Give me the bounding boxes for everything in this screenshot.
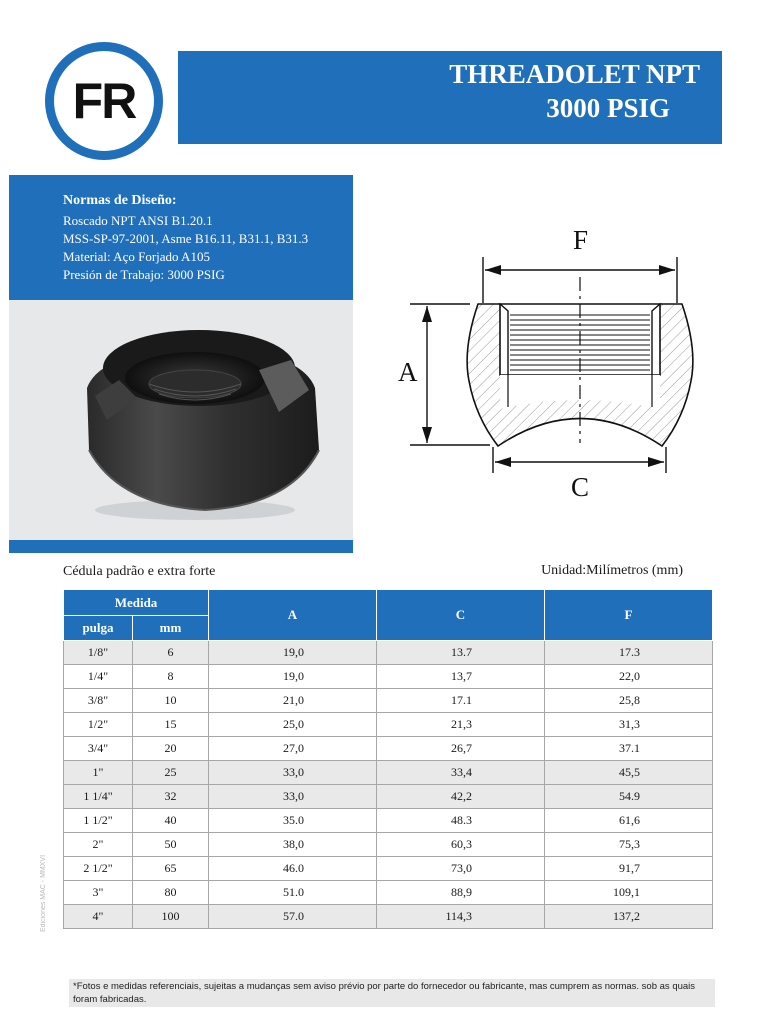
pressure-line: Presión de Trabajo: 3000 PSIG bbox=[63, 267, 225, 282]
cell-mm: 25 bbox=[133, 761, 209, 785]
header-a: A bbox=[209, 590, 377, 641]
cell-mm: 20 bbox=[133, 737, 209, 761]
cell-f: 25,8 bbox=[545, 689, 713, 713]
cell-f: 109,1 bbox=[545, 881, 713, 905]
cell-pulga: 1/8" bbox=[64, 641, 133, 665]
cell-c: 33,4 bbox=[377, 761, 545, 785]
cell-c: 42,2 bbox=[377, 785, 545, 809]
design-standards-box bbox=[9, 175, 353, 300]
cell-a: 21,0 bbox=[209, 689, 377, 713]
cell-a: 25,0 bbox=[209, 713, 377, 737]
header-mm: mm bbox=[133, 616, 209, 641]
technical-drawing bbox=[390, 215, 720, 515]
cell-mm: 100 bbox=[133, 905, 209, 929]
cell-f: 17.3 bbox=[545, 641, 713, 665]
table-row bbox=[64, 857, 713, 881]
cell-a: 27,0 bbox=[209, 737, 377, 761]
dimensions-table bbox=[63, 589, 713, 929]
company-logo bbox=[45, 42, 163, 160]
cell-c: 88,9 bbox=[377, 881, 545, 905]
logo-text: FR bbox=[72, 73, 136, 129]
cell-mm: 15 bbox=[133, 713, 209, 737]
cross-section-diagram bbox=[390, 215, 720, 515]
cell-a: 19,0 bbox=[209, 641, 377, 665]
cell-c: 73,0 bbox=[377, 857, 545, 881]
standards-heading: Normas de Diseño: bbox=[63, 193, 177, 208]
cell-c: 13,7 bbox=[377, 665, 545, 689]
product-photo bbox=[9, 300, 353, 540]
page-subtitle: 3000 PSIG bbox=[546, 93, 670, 123]
cell-f: 61,6 bbox=[545, 809, 713, 833]
table-row bbox=[64, 809, 713, 833]
cell-pulga: 1" bbox=[64, 761, 133, 785]
cell-f: 91,7 bbox=[545, 857, 713, 881]
table-row bbox=[64, 689, 713, 713]
cell-a: 33,0 bbox=[209, 785, 377, 809]
dimension-f-label: F bbox=[573, 225, 589, 255]
cell-a: 38,0 bbox=[209, 833, 377, 857]
header-medida: Medida bbox=[64, 590, 209, 616]
photo-bottom-bar bbox=[9, 540, 353, 553]
cell-c: 114,3 bbox=[377, 905, 545, 929]
cell-mm: 8 bbox=[133, 665, 209, 689]
cell-c: 21,3 bbox=[377, 713, 545, 737]
table-row bbox=[64, 785, 713, 809]
cell-f: 54.9 bbox=[545, 785, 713, 809]
cell-c: 17.1 bbox=[377, 689, 545, 713]
cell-a: 46.0 bbox=[209, 857, 377, 881]
cell-f: 75,3 bbox=[545, 833, 713, 857]
cell-mm: 50 bbox=[133, 833, 209, 857]
cell-c: 48.3 bbox=[377, 809, 545, 833]
table-row bbox=[64, 833, 713, 857]
cell-pulga: 3/4" bbox=[64, 737, 133, 761]
edition-note: Ediciones MAC - MMXVI bbox=[40, 854, 47, 932]
table-row bbox=[64, 881, 713, 905]
cell-a: 57.0 bbox=[209, 905, 377, 929]
threadolet-photo-illustration bbox=[9, 300, 353, 540]
cell-pulga: 3/8" bbox=[64, 689, 133, 713]
table-row bbox=[64, 737, 713, 761]
standard-line: MSS-SP-97-2001, Asme B16.11, B31.1, B31.3 bbox=[63, 231, 309, 246]
cell-a: 35.0 bbox=[209, 809, 377, 833]
cell-mm: 10 bbox=[133, 689, 209, 713]
cell-a: 33,0 bbox=[209, 761, 377, 785]
cell-mm: 32 bbox=[133, 785, 209, 809]
dimension-a-label: A bbox=[398, 357, 418, 387]
header-pulga: pulga bbox=[64, 616, 133, 641]
cell-pulga: 3" bbox=[64, 881, 133, 905]
cell-f: 45,5 bbox=[545, 761, 713, 785]
cell-pulga: 1/2" bbox=[64, 713, 133, 737]
table-body bbox=[64, 641, 713, 929]
material-line: Material: Aço Forjado A105 bbox=[63, 249, 210, 264]
cell-mm: 65 bbox=[133, 857, 209, 881]
unit-caption: Unidad:Milímetros (mm) bbox=[541, 563, 683, 578]
cell-f: 137,2 bbox=[545, 905, 713, 929]
cell-pulga: 1 1/2" bbox=[64, 809, 133, 833]
cell-mm: 6 bbox=[133, 641, 209, 665]
cell-pulga: 1/4" bbox=[64, 665, 133, 689]
cell-mm: 40 bbox=[133, 809, 209, 833]
schedule-caption: Cédula padrão e extra forte bbox=[63, 564, 216, 579]
cell-c: 13.7 bbox=[377, 641, 545, 665]
page-title: THREADOLET NPT bbox=[449, 59, 700, 89]
disclaimer-footnote: *Fotos e medidas referenciais, sujeitas a mudanças sem aviso prévio por parte do fornecedor ou fabricante, mas cumprem as normas. sob as quais foram fabricadas. bbox=[69, 979, 715, 1007]
header-f: F bbox=[545, 590, 713, 641]
table-row bbox=[64, 905, 713, 929]
title-banner bbox=[178, 51, 722, 144]
cell-a: 51.0 bbox=[209, 881, 377, 905]
cell-pulga: 1 1/4" bbox=[64, 785, 133, 809]
cell-f: 37.1 bbox=[545, 737, 713, 761]
dimension-c-label: C bbox=[571, 472, 590, 502]
cell-a: 19,0 bbox=[209, 665, 377, 689]
cell-c: 60,3 bbox=[377, 833, 545, 857]
table-row bbox=[64, 713, 713, 737]
cell-f: 31,3 bbox=[545, 713, 713, 737]
cell-f: 22,0 bbox=[545, 665, 713, 689]
standard-line: Roscado NPT ANSI B1.20.1 bbox=[63, 213, 213, 228]
cell-mm: 80 bbox=[133, 881, 209, 905]
table-row bbox=[64, 761, 713, 785]
table-row bbox=[64, 665, 713, 689]
header-c: C bbox=[377, 590, 545, 641]
cell-pulga: 4" bbox=[64, 905, 133, 929]
cell-pulga: 2 1/2" bbox=[64, 857, 133, 881]
cell-pulga: 2" bbox=[64, 833, 133, 857]
table-row bbox=[64, 641, 713, 665]
cell-c: 26,7 bbox=[377, 737, 545, 761]
